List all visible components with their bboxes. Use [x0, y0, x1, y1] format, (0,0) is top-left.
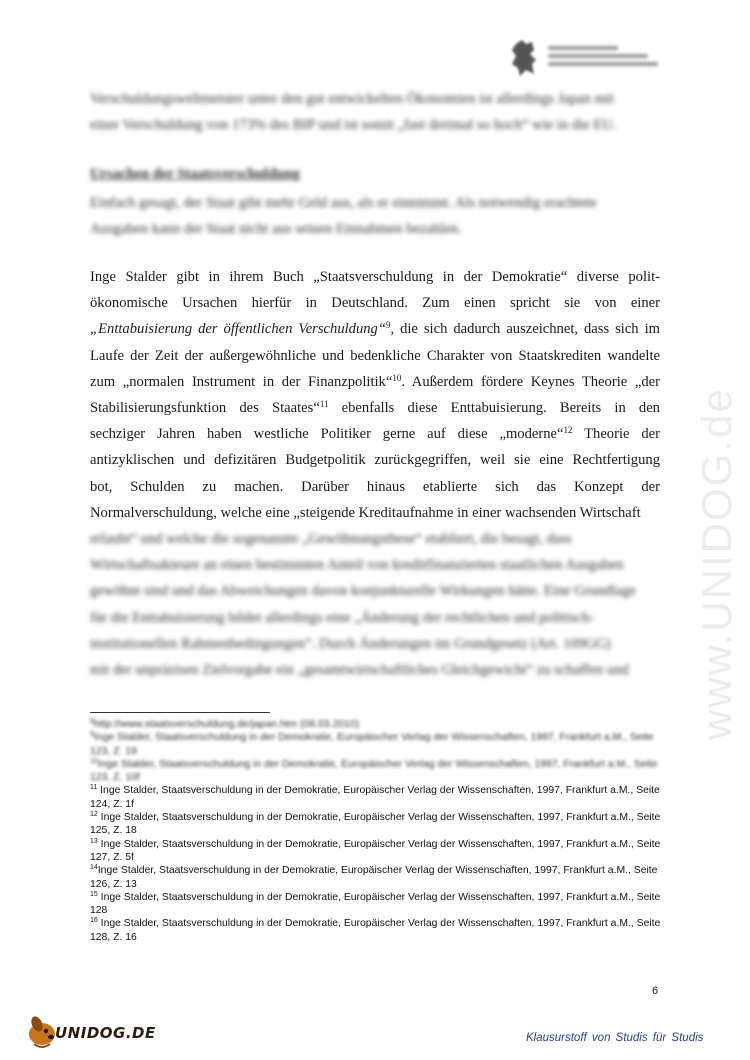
- blurred-line: einer Verschuldung von 173% des BIP und ist somit „fast dreimal so hoch“ wie in die EU.: [90, 117, 617, 134]
- footnote-number: 11: [90, 784, 98, 792]
- footnote-text: Inge Stalder, Staatsverschuldung in der Demokratie, Europäischer Verlag der Wissenschaften, 1997, Frankfurt a.M., Seite 123, Z. 10f: [90, 758, 658, 784]
- paragraph-text: , die sich dadurch auszeichnet, dass sich im: [390, 321, 660, 338]
- footnote: [90, 864, 665, 891]
- blurred-line: für die Enttabuisierung bildet allerdings eine „Änderung der rechtlichen und politisch-: [90, 609, 595, 626]
- blurred-line: erlaubt“ und welche die sogenannte „Gewöhnungsthese“ etabliert, die besagt, dass: [90, 531, 572, 547]
- footnote: [90, 838, 665, 865]
- footnote-ref[interactable]: 10: [392, 372, 402, 383]
- footnote: [90, 784, 665, 811]
- paragraph-line: [90, 421, 660, 447]
- paragraph-line: Normalverschuldung, welche eine „steigende Kreditaufnahme in einer wachsenden Wirtschaft: [90, 504, 641, 521]
- footnote: [90, 718, 665, 731]
- paragraph-line: [90, 369, 660, 395]
- footnote-text: Inge Stalder, Staatsverschuldung in der Demokratie, Europäischer Verlag der Wissenschaften, 1997, Frankfurt a.M., Seite 127, Z. 5f: [90, 838, 661, 863]
- footnote-number: 9: [90, 731, 94, 739]
- footnote-number: 10: [90, 757, 98, 765]
- footnote-number: 12: [90, 811, 98, 819]
- footnote-number: 8: [90, 718, 94, 725]
- footnote: [90, 811, 665, 838]
- footnote-divider: [90, 712, 270, 713]
- blurred-line: Einfach gesagt, der Staat gibt mehr Geld aus, als er einnimmt. Als notwendig erachtete: [90, 195, 597, 211]
- paragraph-line: Inge Stalder gibt in ihrem Buch „Staatsverschuldung in der Demokratie“ diverse polit-: [90, 269, 660, 285]
- footnote: [90, 731, 665, 758]
- paragraph-text: Theorie der: [572, 426, 661, 443]
- blurred-after-heading: [90, 190, 660, 242]
- page-number: 6: [652, 985, 659, 997]
- footnote: [90, 758, 665, 785]
- paragraph-line: Laufe der Zeit der außergewöhnliche und bedenkliche Charakter von Staatskrediten wandelte: [90, 347, 660, 364]
- paragraph-text: sechziger Jahren haben westliche Politiker gerne auf diese „moderne“: [90, 426, 564, 443]
- university-logo: [508, 38, 658, 78]
- footer-tagline: Klausurstoff von Studis für Studis: [526, 1032, 704, 1044]
- paragraph-line: bot, Schulden zu machen. Darüber hinaus etablierte sich das Konzept der: [90, 478, 660, 495]
- paragraph-line: [90, 316, 660, 342]
- paragraph-text: Stabilisierungsfunktion des Staates“: [90, 400, 320, 417]
- blurred-line: mit der unpräzisen Zielvorgabe ein „gesamtwirtschaftliches Gleichgewicht“ zu schaffen und: [90, 662, 629, 679]
- footnote-text: Inge Stalder, Staatsverschuldung in der Demokratie, Europäischer Verlag der Wissenschaften, 1997, Frankfurt a.M., Seite 123, Z. 19: [90, 732, 654, 757]
- paragraph-line: [90, 395, 660, 421]
- italic-quote: „Enttabuisierung der öffentlichen Verschuldung“: [90, 321, 386, 338]
- paragraph-line: ökonomische Ursachen hierfür in Deutschland. Zum einen spricht sie von einer: [90, 295, 660, 312]
- main-paragraph: [90, 264, 660, 526]
- footnote-text: Inge Stalder, Staatsverschuldung in der Demokratie, Europäischer Verlag der Wissenschaften, 1997, Frankfurt a.M., Seite 124, Z. 1f: [90, 785, 660, 810]
- paragraph-text: ebenfalls diese Enttabuisierung. Bereits in den: [328, 400, 660, 417]
- paragraph-text: . Außerdem fördere Keynes Theorie „der: [401, 373, 660, 390]
- footnote-text: Inge Stalder, Staatsverschuldung in der Demokratie, Europäischer Verlag der Wissenschaften, 1997, Frankfurt a.M., Seite 128, Z. 16: [90, 918, 661, 943]
- blurred-paragraph: [90, 526, 660, 683]
- paragraph-text: zum „normalen Instrument in der Finanzpolitik“: [90, 373, 393, 390]
- footnote-number: 13: [90, 837, 98, 845]
- footnote-number: 16: [90, 917, 98, 925]
- footnote-text: Inge Stalder, Staatsverschuldung in der Demokratie, Europäischer Verlag der Wissenschaften, 1997, Frankfurt a.M., Seite 126, Z. 13: [90, 865, 658, 890]
- blurred-line: Ausgaben kann der Staat nicht aus seinen Einnahmen bezahlen.: [90, 221, 462, 238]
- footnote-ref[interactable]: 12: [563, 425, 573, 436]
- section-heading: Ursachen der Staatsverschuldung: [90, 166, 300, 182]
- footnote-number: 14: [90, 864, 98, 872]
- paragraph-line: antizyklischen und defizitären Budgetpolitik zurückgegriffen, weil sie eine Rechtfertigung: [90, 452, 660, 469]
- unidog-logo-text[interactable]: UNIDOG.DE: [55, 1024, 156, 1042]
- university-name-blurred: [548, 42, 658, 70]
- footnote-ref[interactable]: 9: [385, 320, 391, 331]
- footnote: [90, 917, 665, 944]
- footnotes: [90, 718, 665, 944]
- footnote-text: Inge Stalder, Staatsverschuldung in der Demokratie, Europäischer Verlag der Wissenschaften, 1997, Frankfurt a.M., Seite 125, Z. 18: [90, 812, 661, 837]
- blurred-footnotes: [90, 718, 665, 784]
- footnote: [90, 891, 665, 918]
- watermark: www.UNIDOG.de: [693, 387, 740, 740]
- footnote-text: http://www.staatsverschuldung.de/japan.htm (08.03.2010): [93, 719, 360, 730]
- blurred-line: Wirtschaftsakteure an einen bestimmten Anteil von kreditfinanzierten staatlichen Ausgaben: [90, 557, 624, 574]
- berlin-bear-icon: [508, 38, 540, 78]
- footnote-number: 15: [90, 890, 98, 898]
- blurred-line: Verschuldungsweltmeister unter den gut entwickelten Ökonomien ist allerdings Japan mit: [90, 91, 615, 107]
- footnote-ref[interactable]: 11: [319, 399, 329, 410]
- blurred-line: institutionellen Rahmenbedingungen“. Durch Änderungen im Grundgesetz (Art. 109GG): [90, 635, 611, 652]
- blurred-intro: [90, 86, 660, 138]
- blurred-line: gewöhnt sind und das Abweichungen davon konjunkturelle Wirkungen hätte. Eine Grundlage: [90, 583, 636, 600]
- footnote-text: Inge Stalder, Staatsverschuldung in der Demokratie, Europäischer Verlag der Wissenschaften, 1997, Frankfurt a.M., Seite 128: [90, 891, 661, 917]
